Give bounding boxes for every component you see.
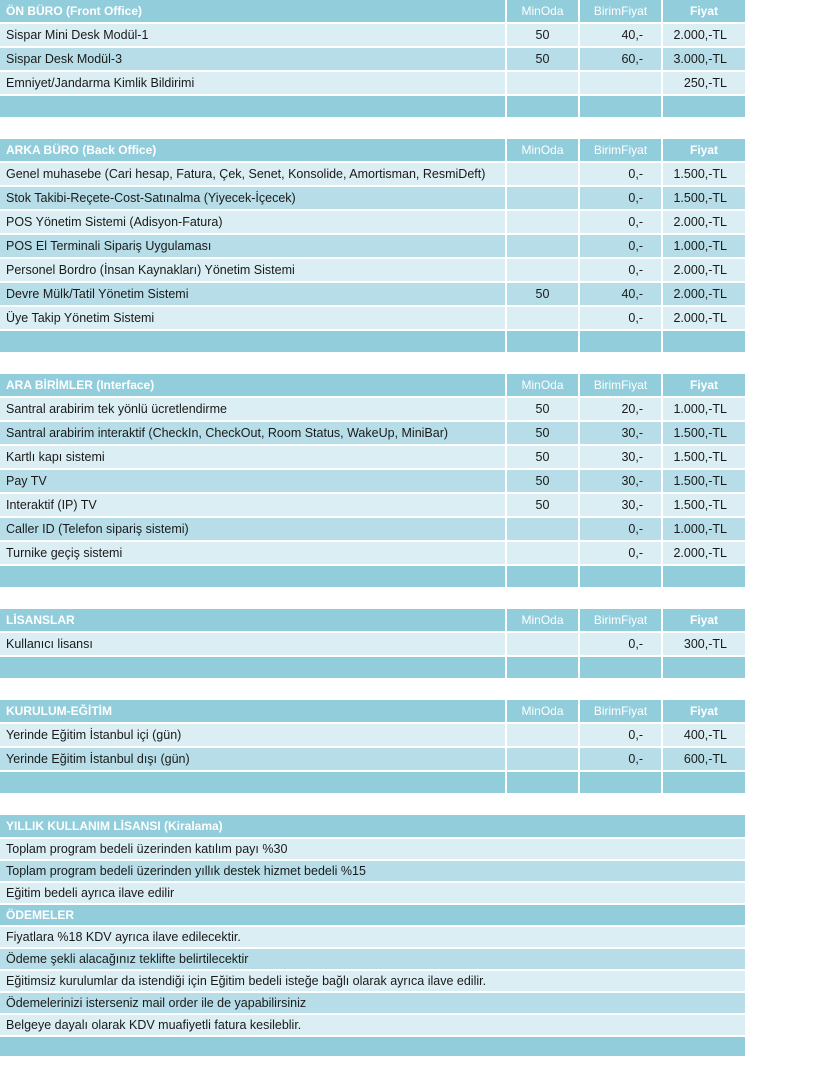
table-row: [0, 46, 745, 70]
item-name: Sispar Mini Desk Modül-1: [0, 24, 507, 46]
item-unit-price: 0,-: [580, 724, 663, 746]
item-min-room: [507, 235, 580, 257]
section-gap: [0, 587, 745, 609]
price-section: [0, 609, 745, 678]
item-price: 400,-TL: [683, 728, 727, 742]
item-price: 1.000,-TL: [673, 239, 727, 253]
item-name: Üye Takip Yönetim Sistemi: [0, 307, 507, 329]
section-header: [0, 0, 745, 22]
section-title: KURULUM-EĞİTİM: [0, 700, 507, 722]
item-name: Yerinde Eğitim İstanbul içi (gün): [0, 724, 507, 746]
item-price: 2.000,-TL: [673, 311, 727, 325]
item-price: 1.000,-TL: [673, 522, 727, 536]
column-header-min-room: MinOda: [507, 0, 580, 22]
section-gap: [0, 678, 745, 700]
table-row: [0, 746, 745, 770]
item-unit-price: 0,-: [580, 163, 663, 185]
column-header-unit-price: BirimFiyat: [580, 374, 663, 396]
footer-cell: [0, 772, 507, 793]
table-row: [0, 492, 745, 516]
payments-footer: [0, 1035, 745, 1056]
table-row: [0, 516, 745, 540]
item-min-room: 50: [507, 422, 580, 444]
item-name: Stok Takibi-Reçete-Cost-Satınalma (Yiyecek-İçecek): [0, 187, 507, 209]
item-name: Kartlı kapı sistemi: [0, 446, 507, 468]
column-header-price: Fiyat: [689, 613, 718, 627]
column-header-price: Fiyat: [689, 704, 718, 718]
item-price: 1.500,-TL: [673, 474, 727, 488]
item-unit-price: 0,-: [580, 633, 663, 655]
item-unit-price: 0,-: [580, 187, 663, 209]
item-name: POS Yönetim Sistemi (Adisyon-Fatura): [0, 211, 507, 233]
item-unit-price: 40,-: [580, 24, 663, 46]
item-name: POS El Terminali Sipariş Uygulaması: [0, 235, 507, 257]
item-min-room: [507, 748, 580, 770]
table-row: [0, 70, 745, 94]
table-row: [0, 396, 745, 420]
section-header: [0, 374, 745, 396]
footer-cell: [507, 96, 580, 117]
item-min-room: 50: [507, 470, 580, 492]
footer-cell: [663, 772, 745, 793]
item-unit-price: 30,-: [580, 422, 663, 444]
section-title: LİSANSLAR: [0, 609, 507, 631]
footer-cell: [507, 657, 580, 678]
price-section: [0, 700, 745, 793]
section-title: ARKA BÜRO (Back Office): [0, 139, 507, 161]
column-header-unit-price: BirimFiyat: [580, 700, 663, 722]
item-name: Interaktif (IP) TV: [0, 494, 507, 516]
rental-line: Toplam program bedeli üzerinden katılım payı %30: [0, 837, 745, 859]
item-name: Pay TV: [0, 470, 507, 492]
rental-line: Eğitim bedeli ayrıca ilave edilir: [0, 881, 745, 903]
item-min-room: [507, 72, 580, 94]
footer-cell: [580, 772, 663, 793]
item-name: Devre Mülk/Tatil Yönetim Sistemi: [0, 283, 507, 305]
section-footer: [0, 655, 745, 678]
item-price: 1.500,-TL: [673, 450, 727, 464]
footer-cell: [507, 772, 580, 793]
item-name: Kullanıcı lisansı: [0, 633, 507, 655]
item-min-room: 50: [507, 494, 580, 516]
payment-line: Ödemelerinizi isterseniz mail order ile de yapabilirsiniz: [0, 991, 745, 1013]
payment-line: Fiyatlara %18 KDV ayrıca ilave edilecektir.: [0, 925, 745, 947]
item-min-room: [507, 724, 580, 746]
item-min-room: [507, 187, 580, 209]
item-price: 1.000,-TL: [673, 402, 727, 416]
item-price: 600,-TL: [683, 752, 727, 766]
item-price: 300,-TL: [683, 637, 727, 651]
item-price: 250,-TL: [683, 76, 727, 90]
item-price: 3.000,-TL: [673, 52, 727, 66]
footer-cell: [0, 566, 507, 587]
item-price: 2.000,-TL: [673, 287, 727, 301]
column-header-price: Fiyat: [689, 378, 718, 392]
rental-line: Toplam program bedeli üzerinden yıllık destek hizmet bedeli %15: [0, 859, 745, 881]
item-unit-price: 30,-: [580, 446, 663, 468]
footer-cell: [580, 96, 663, 117]
rental-title: YILLIK KULLANIM LİSANSI (Kiralama): [0, 815, 745, 837]
item-min-room: [507, 163, 580, 185]
item-unit-price: 30,-: [580, 470, 663, 492]
column-header-min-room: MinOda: [507, 700, 580, 722]
table-row: [0, 233, 745, 257]
table-row: [0, 444, 745, 468]
column-header-price: Fiyat: [689, 4, 718, 18]
item-unit-price: 0,-: [580, 748, 663, 770]
item-unit-price: 30,-: [580, 494, 663, 516]
price-section: [0, 0, 745, 117]
item-min-room: [507, 259, 580, 281]
item-unit-price: 40,-: [580, 283, 663, 305]
item-price: 1.500,-TL: [673, 167, 727, 181]
item-unit-price: 0,-: [580, 235, 663, 257]
column-header-min-room: MinOda: [507, 374, 580, 396]
section-title: ARA BİRİMLER (Interface): [0, 374, 507, 396]
table-row: [0, 631, 745, 655]
table-row: [0, 281, 745, 305]
item-name: Sispar Desk Modül-3: [0, 48, 507, 70]
item-min-room: [507, 307, 580, 329]
section-footer: [0, 564, 745, 587]
table-row: [0, 161, 745, 185]
item-min-room: 50: [507, 283, 580, 305]
section-header: [0, 700, 745, 722]
item-price: 2.000,-TL: [673, 28, 727, 42]
footer-cell: [580, 657, 663, 678]
column-header-min-room: MinOda: [507, 139, 580, 161]
payment-line: Ödeme şekli alacağınız teklifte belirtilecektir: [0, 947, 745, 969]
item-unit-price: 60,-: [580, 48, 663, 70]
item-min-room: 50: [507, 398, 580, 420]
table-row: [0, 468, 745, 492]
item-name: Yerinde Eğitim İstanbul dışı (gün): [0, 748, 507, 770]
footer-cell: [507, 566, 580, 587]
footer-cell: [663, 331, 745, 352]
table-row: [0, 185, 745, 209]
footer-cell: [663, 566, 745, 587]
column-header-min-room: MinOda: [507, 609, 580, 631]
item-min-room: [507, 211, 580, 233]
table-row: [0, 22, 745, 46]
section-header: [0, 139, 745, 161]
section-title: ÖN BÜRO (Front Office): [0, 0, 507, 22]
item-min-room: 50: [507, 446, 580, 468]
footer-cell: [0, 331, 507, 352]
footer-cell: [580, 331, 663, 352]
column-header-unit-price: BirimFiyat: [580, 0, 663, 22]
payment-line: Belgeye dayalı olarak KDV muafiyetli fatura kesileblir.: [0, 1013, 745, 1035]
footer-cell: [663, 96, 745, 117]
column-header-unit-price: BirimFiyat: [580, 139, 663, 161]
item-min-room: 50: [507, 24, 580, 46]
item-unit-price: 0,-: [580, 307, 663, 329]
footer-cell: [507, 331, 580, 352]
item-name: Personel Bordro (İnsan Kaynakları) Yönetim Sistemi: [0, 259, 507, 281]
table-row: [0, 722, 745, 746]
footer-cell: [580, 566, 663, 587]
footer-cell: [0, 657, 507, 678]
payments-title: ÖDEMELER: [0, 903, 745, 925]
section-footer: [0, 94, 745, 117]
item-price: 2.000,-TL: [673, 263, 727, 277]
item-price: 1.500,-TL: [673, 191, 727, 205]
footer-cell: [663, 657, 745, 678]
item-min-room: [507, 633, 580, 655]
item-min-room: 50: [507, 48, 580, 70]
item-unit-price: 0,-: [580, 542, 663, 564]
section-gap: [0, 793, 745, 815]
item-unit-price: 0,-: [580, 518, 663, 540]
item-name: Emniyet/Jandarma Kimlik Bildirimi: [0, 72, 507, 94]
section-footer: [0, 770, 745, 793]
table-row: [0, 305, 745, 329]
item-name: Santral arabirim tek yönlü ücretlendirme: [0, 398, 507, 420]
column-header-price: Fiyat: [689, 143, 718, 157]
item-name: Caller ID (Telefon sipariş sistemi): [0, 518, 507, 540]
price-section: [0, 374, 745, 587]
item-name: Santral arabirim interaktif (CheckIn, CheckOut, Room Status, WakeUp, MiniBar): [0, 422, 507, 444]
item-unit-price: 20,-: [580, 398, 663, 420]
price-section: [0, 139, 745, 352]
column-header-unit-price: BirimFiyat: [580, 609, 663, 631]
table-row: [0, 540, 745, 564]
item-price: 1.500,-TL: [673, 498, 727, 512]
payment-line: Eğitimsiz kurulumlar da istendiği için Eğitim bedeli isteğe bağlı olarak ayrıca ilave edilir.: [0, 969, 745, 991]
item-min-room: [507, 518, 580, 540]
table-row: [0, 209, 745, 233]
section-gap: [0, 352, 745, 374]
item-price: 2.000,-TL: [673, 215, 727, 229]
item-price: 2.000,-TL: [673, 546, 727, 560]
item-unit-price: [580, 72, 663, 94]
footer-cell: [0, 96, 507, 117]
section-footer: [0, 329, 745, 352]
item-name: Genel muhasebe (Cari hesap, Fatura, Çek, Senet, Konsolide, Amortisman, ResmiDeft): [0, 163, 507, 185]
section-header: [0, 609, 745, 631]
item-min-room: [507, 542, 580, 564]
table-row: [0, 420, 745, 444]
section-gap: [0, 117, 745, 139]
item-price: 1.500,-TL: [673, 426, 727, 440]
item-unit-price: 0,-: [580, 211, 663, 233]
table-row: [0, 257, 745, 281]
item-unit-price: 0,-: [580, 259, 663, 281]
item-name: Turnike geçiş sistemi: [0, 542, 507, 564]
